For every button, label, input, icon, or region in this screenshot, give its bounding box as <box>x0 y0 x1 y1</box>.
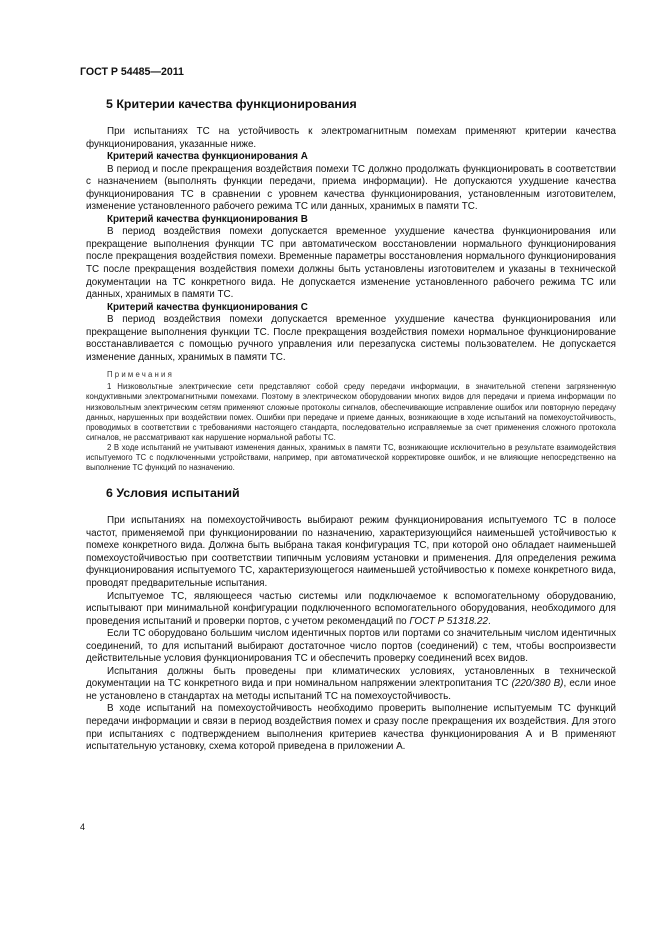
voltage-value: (220/380 В) <box>511 678 564 690</box>
section-6-body <box>86 515 616 753</box>
section-6-paragraph-3: Если ТС оборудовано большим числом идентичных портов или портами со значительным числом идентичных соединений, то для испытаний выбирают достаточное число портов (соединений) с тем, чтобы воспроизвести действительные условия функционирования ТС и обеспечить проверку соединений всех видов. <box>86 628 616 665</box>
criterion-a-text: В период и после прекращения воздействия помехи ТС должно продолжать функционировать в соответствии с назначением (выполнять функции передачи, приема информации). Не допускаются ухудшение качества функционирования ТС в сравнении с уровнем качества функционирования, установленным изготовителем, изменение установленного рабочего режима ТС или данных, хранимых в памяти ТС. <box>86 163 616 213</box>
criterion-b-title: Критерий качества функционирования В <box>107 213 308 225</box>
paragraph-4-text: Испытания должны быть проведены при климатических условиях, установленных в технической документации на ТС конкретного вида и при номинальном напряжении электропитания ТС <box>86 665 616 690</box>
criterion-c-title: Критерий качества функционирования С <box>107 301 308 313</box>
section-6-paragraph-2 <box>86 591 616 629</box>
standard-reference-link: ГОСТ Р 51318.22 <box>409 615 488 627</box>
notes-title: Примечания <box>107 370 175 380</box>
criterion-a-title: Критерий качества функционирования А <box>107 151 308 163</box>
criterion-b-text: В период воздействия помехи допускается временное ухудшение качества функционирования или прекращение выполнения функции ТС при автоматическом восстановлении нормального функционирования после прекращения воздействия помехи. Временные параметры восстановления нормального функционирования ТС после прекращения воздействия помехи должны быть установлены изготовителем и указаны в технической документации на ТС конкретного вида. Не допускается изменение установленного рабочего режима ТС или данных, хранимых в памяти ТС. <box>86 226 616 301</box>
standard-designation: ГОСТ Р 54485—2011 <box>80 66 184 78</box>
page-number: 4 <box>80 822 86 832</box>
section-6-paragraph-4 <box>86 666 616 704</box>
note-1: 1 Низковольтные электрические сети представляют собой среду передачи информации, в значительной степени загрязненную кондуктивными электромагнитными помехами. Поэтому в электрическом оборудовании многих видов для передачи и приема информации по низковольтным электрическим сетям применяют сложные протоколы сигналов, обеспечивающие исправление ошибок или повторную передачу данных, нарушенных при воздействии помех. Ошибки при передаче и приеме данных, возникающие в ходе испытаний на помехоустойчивость, проводимых в соответствии с требованиями настоящего стандарта, последовательно исправляемые за счет применения сложного протокола сигналов, не рассматривают как нарушение нормальной работы ТС. <box>86 382 616 442</box>
section-6-heading: 6 Условия испытаний <box>106 486 240 501</box>
section-6-paragraph-5: В ходе испытаний на помехоустойчивость необходимо проверить выполнение испытуемым ТС функций передачи информации и связи в период воздействия помех и сразу после прекращения их воздействия. Для этого при испытаниях с подтверждением выполнения критериев качества функционирования А и В применяют испытательную установку, схема которой приведена в приложении А. <box>86 703 616 753</box>
notes-block <box>86 369 616 473</box>
section-5-heading: 5 Критерии качества функционирования <box>106 97 357 111</box>
note-2: 2 В ходе испытаний не учитывают изменения данных, хранимых в памяти ТС, возникающие исключительно в результате взаимодействия испытуемого ТС с подключенными устройствами, например, при автоматической корректировке ошибок, и не влияющие непосредственно на выполнение ТС функций по назначению. <box>86 442 616 473</box>
paragraph-4-end: , если иное не установлено в стандартах на методы испытаний ТС на помехоустойчивость. <box>86 678 616 702</box>
section-5-intro: При испытаниях ТС на устойчивость к электромагнитным помехам применяют критерии качества функционирования, указанные ниже. <box>86 126 616 150</box>
section-5-body <box>86 126 616 473</box>
paragraph-2-text: Испытуемое ТС, являющееся частью системы или подключаемое к вспомогательному оборудованию, испытывают при минимальной конфигурации подключенного вспомогательного оборудования, необходимого для проведения испытаний и проверки портов, с учетом рекомендаций по <box>86 590 616 627</box>
criterion-c-text: В период воздействия помехи допускается временное ухудшение качества функционирования или прекращение выполнения функции ТС. После прекращения воздействия помехи нормальное функционирование восстанавливается с помощью ручного управления или перезапуска системы пользователем. Не допускается изменение данных, хранимых в памяти ТС. <box>86 314 616 363</box>
paragraph-2-end: . <box>487 615 491 627</box>
section-6-paragraph-1: При испытаниях на помехоустойчивость выбирают режим функционирования испытуемого ТС в полосе частот, применяемой при функционировании по назначению, характеризующийся наименьшей устойчивостью к помехе конкретного вида. Должна быть выбрана такая конфигурация ТС, при которой оно обладает наименьшей помехоустойчивостью при соответствии типичным условиям установки и применения. Для определения режима функционирования испытуемого ТС, характеризующегося наименьшей устойчивостью к помехе конкретного вида, проводят предварительные испытания. <box>86 515 616 589</box>
page-content <box>86 96 616 754</box>
